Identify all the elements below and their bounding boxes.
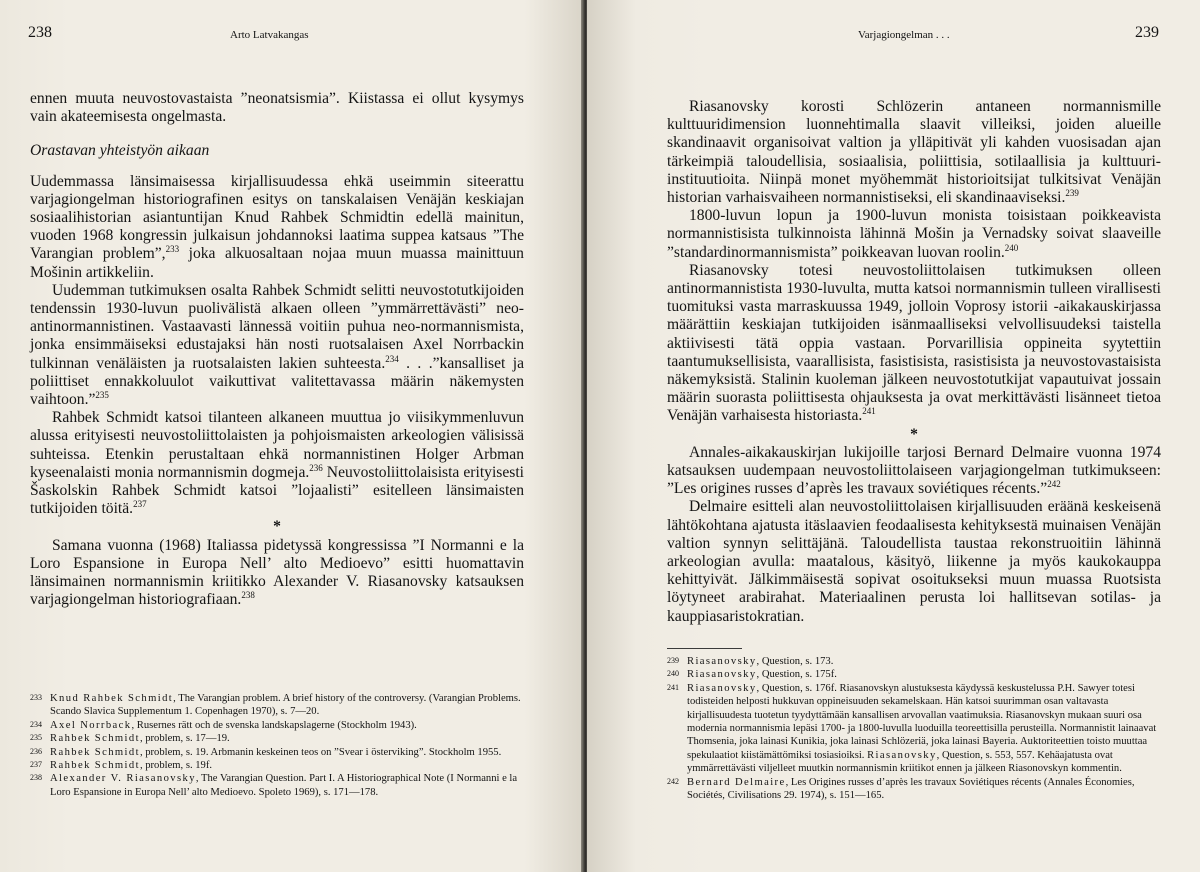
right-footnotes — [667, 655, 1161, 802]
footnote-ref: 235 — [95, 390, 109, 401]
footnote: 237 Rahbek Schmidt, problem, s. 19f. — [30, 760, 213, 772]
footnote: 233 Knud Rahbek Schmidt, The Varangian problem. A brief history of the controversy. (Varangian Problems. Scando Slavica Supplementum 1. Copenhagen 1970), s. 7—20. — [30, 693, 521, 718]
footnote: 241 Riasanovsky, Question, s. 176f. Riasanovskyn alustuksesta käydyssä keskustelussa P.H. Sawyer totesi todisteiden helposti hukkuvan oppineisuuden sekamelskaan. Hän katsoi suurimman osan valtavasta kirjallisuudesta tuotetun tyydyttämään kansallisen arvovallan vaatimuksia. Riasanovskyn mukaan suuri osa modernia normannismia lepäsi 1700- ja 1800-luvulla luoduilla teoreettisilla perusteilla. Normannistit lainaavat Thomsenia, joka lainasi Kunikia, joka lainasi Schlözeriä, joka lainasi Bayeria. Auktoriteettien toisto muuttaa spekulaatiot kiistämättömiksi tosiasioiksi. Riasanovsky, Question, s. 553, 557. Kehäajatusta ovat ymmärrettävästi viljelleet muutkin normannismin kriitikot ennen ja jälkeen Riasonovskyn kommentin. — [667, 682, 1157, 775]
right-page — [587, 0, 1200, 872]
paragraph-2: Uudemman tutkimuksen osalta Rahbek Schmidt selitti neuvostotutkijoiden tendenssin 1930-luvun puolivälistä alkaen olleen ”ymmärrettävästi” neo-antinormannistinen. Vastaavasti lännessä voitiin puhua neo-normannismista, jonka ensimmäiseksi edustajaksi hän nosti ruotsalaisen Axel Norrbackin tulkinnan venäläisten ja ruotsalaisten lakien suhteesta.$^{234}$ . . .”kansalliset ja poliittiset ennakkoluulot vaikuttivat valitettavassa määrin näkemysten vaihtoon.”$^{235}$ — [30, 281, 524, 409]
paragraph-1: Uudemmassa länsimaisessa kirjallisuudessa ehkä useimmin siteerattu varjagiongelman historiografinen esitys on tanskalaisen Venäjän keskiajan sosiaalihistorian asiantuntijan Knud Rahbek Schmidtin edellä mainitun, vuoden 1968 kongressin julkaisun johdannoksi laatima suppea katsaus ”The Varangian problem”,$^{233}$ joka alkuosaltaan nojaa muun muassa mainittuun Mošinin artikkeliin. — [30, 172, 524, 281]
footnote: 236 Rahbek Schmidt, problem, s. 19. Arbmanin keskeinen teos on ”Svear i österviking”. Stockholm 1955. — [30, 746, 502, 758]
footnote-ref: 239 — [1065, 188, 1079, 199]
section-separator: * — [910, 425, 918, 443]
left-footnotes — [30, 692, 524, 799]
left-body-text — [30, 90, 524, 609]
footnote: 238 Alexander V. Riasanovsky, The Varangian Question. Part I. A Historiographical Note (I Normanni e la Loro Espansione in Europa Nell’ alto Medioevo. Spoleto 1969), s. 171—178. — [30, 773, 518, 798]
paragraph-3: Rahbek Schmidt katsoi tilanteen alkaneen muuttua jo viisikymmenluvun alussa erityisesti neuvostoliittolaisten ja pohjoismaisten arkeologien välisissä suhteissa. Etenkin perustaltaan ehkä normannistinen Holger Arbman kyseenalaisti monia normannismin dogmeja.$^{236}$ Neuvostoliittolaisista erityisesti Šaskolskin Rahbek Schmidt katsoi ”lojaalisti” esitelleen länsimaisten tutkijoiden töitä.$^{237}$ — [30, 409, 524, 518]
paragraph-4: Annales-aikakauskirjan lukijoille tarjosi Bernard Delmaire vuonna 1974 katsauksen uudempaan neuvostoliittolaiseen varjagiongelman tutkimukseen: ”Les origines russes d’après les travaux soviétiques récents.”$^{242}$ — [667, 443, 1161, 498]
paragraph-intro: ennen muuta neuvostovastaista ”neonatsismia”. Kiistassa ei ollut kysymys vain akateemisesta ongelmasta. — [30, 90, 524, 126]
footnote-ref: 233 — [165, 244, 180, 255]
paragraph-5: Delmaire esitteli alan neuvostoliittolaisen kirjallisuuden eräänä keskeisenä lähtökohtana ajatusta itäslaavien feodaalisesta kehityksestä muinaisen Venäjän valtion synnyn selittäjänä. Taloudellista taustaa rekonstruoitiin lähinnä arkeologian avulla: maatalous, käsityö, liikenne ja myös kaukokauppa kehittyivät. Jälkimmäisestä sopivat osoitukseksi muun muassa Ruotsista löytyneet arabirahat. Materiaalinen perusta loi hallitsevan sotilas- ja kauppiasaristokratian. — [667, 498, 1161, 625]
paragraph-1: Riasanovsky korosti Schlözerin antaneen normannismille kulttuuridimension luonnehtimalla slaavit villeiksi, joiden alueille skandinaavit organisoivat valtion ja ylläpitivät yli kahden vuosisadan ajan tärkeimpiä taloudellisia, sosiaalisia, poliittisia, sotilaallisia ja kulttuuri-instituutioita. Niinpä monet myöhemmät historioitsijat tulkitsivat Venäjän historian varhaisvaiheen normannistiseksi, eli skandinaaviseksi.$^{239}$ — [667, 98, 1161, 207]
footnote-ref: 237 — [133, 499, 147, 510]
left-page — [0, 0, 583, 872]
footnote-ref: 240 — [1004, 242, 1019, 253]
paragraph-4: Samana vuonna (1968) Italiassa pidetyssä kongressissa ”I Normanni e la Loro Espansione in Europa Nell’ alto Medioevo” esitti huomattavin länsimainen normannismin kriitikko Alexander V. Riasanovsky katsauksen varjagiongelman historiografiaan.$^{238}$ — [30, 536, 524, 609]
footnote: 242 Bernard Delmaire, Les Origines russes d’après les travaux Soviétiques récents (Annales Économies, Sociétés, Civilisations 29. 1974), s. 151—165. — [667, 776, 1135, 802]
footnote-ref: 241 — [862, 406, 876, 417]
footnote-ref: 238 — [241, 590, 255, 601]
right-running-head: Varjagiongelman . . . — [858, 29, 950, 41]
paragraph-3: Riasanovsky totesi neuvostoliittolaisen tutkimuksen olleen antinormannistista 1930-luvulta, mutta katsoi normannismin tulleen virallisesti tuomituksi vasta marraskuussa 1949, jolloin Voprosy istorii -aikakauskirjassa määrättiin keskiajan tutkijoiden isänmaalliseksi velvollisuudeksi taistella aktiivisesti tätä oppia vastaan. Porvarillisia oppineita syytettiin taantumuksellisista, vaarallisista, fasistisista, rasistisista ja neuvostovastaisista näkemyksistä. Stalinin kuoleman jälkeen neuvostotutkijat vapautuivat jossain määrin suorasta poliittisesta ohjauksesta ja ovat merkittävästi lisänneet tietoa Venäjän varhaisesta historiasta.$^{241}$ — [667, 261, 1161, 425]
footnote: 234 Axel Norrback, Rusernes rätt och de svenska landskapslagerne (Stockholm 1943). — [30, 719, 417, 731]
left-running-head: Arto Latvakangas — [230, 29, 309, 41]
paragraph-2: 1800-luvun lopun ja 1900-luvun monista toisistaan poikkeavista normannistisista tulkinnoista lähinnä Mošin ja Vernadsky soivat slaaveille ”standardinormannismista” poikkeavan luovan roolin.$^{240}$ — [667, 207, 1161, 261]
footnote-ref: 236 — [309, 462, 323, 473]
footnote: 240 Riasanovsky, Question, s. 175f. — [667, 669, 837, 681]
right-page-number: 239 — [1135, 24, 1159, 41]
right-body-text — [667, 98, 1161, 626]
footnote: 235 Rahbek Schmidt, problem, s. 17—19. — [30, 733, 230, 745]
footnote-ref: 242 — [1047, 479, 1061, 490]
section-separator: * — [273, 518, 281, 536]
footnote: 239 Riasanovsky, Question, s. 173. — [667, 656, 834, 667]
left-page-number: 238 — [28, 24, 52, 41]
footnote-rule — [667, 648, 742, 649]
section-heading: Orastavan yhteistyön aikaan — [30, 142, 210, 160]
footnote-ref: 234 — [385, 353, 399, 364]
